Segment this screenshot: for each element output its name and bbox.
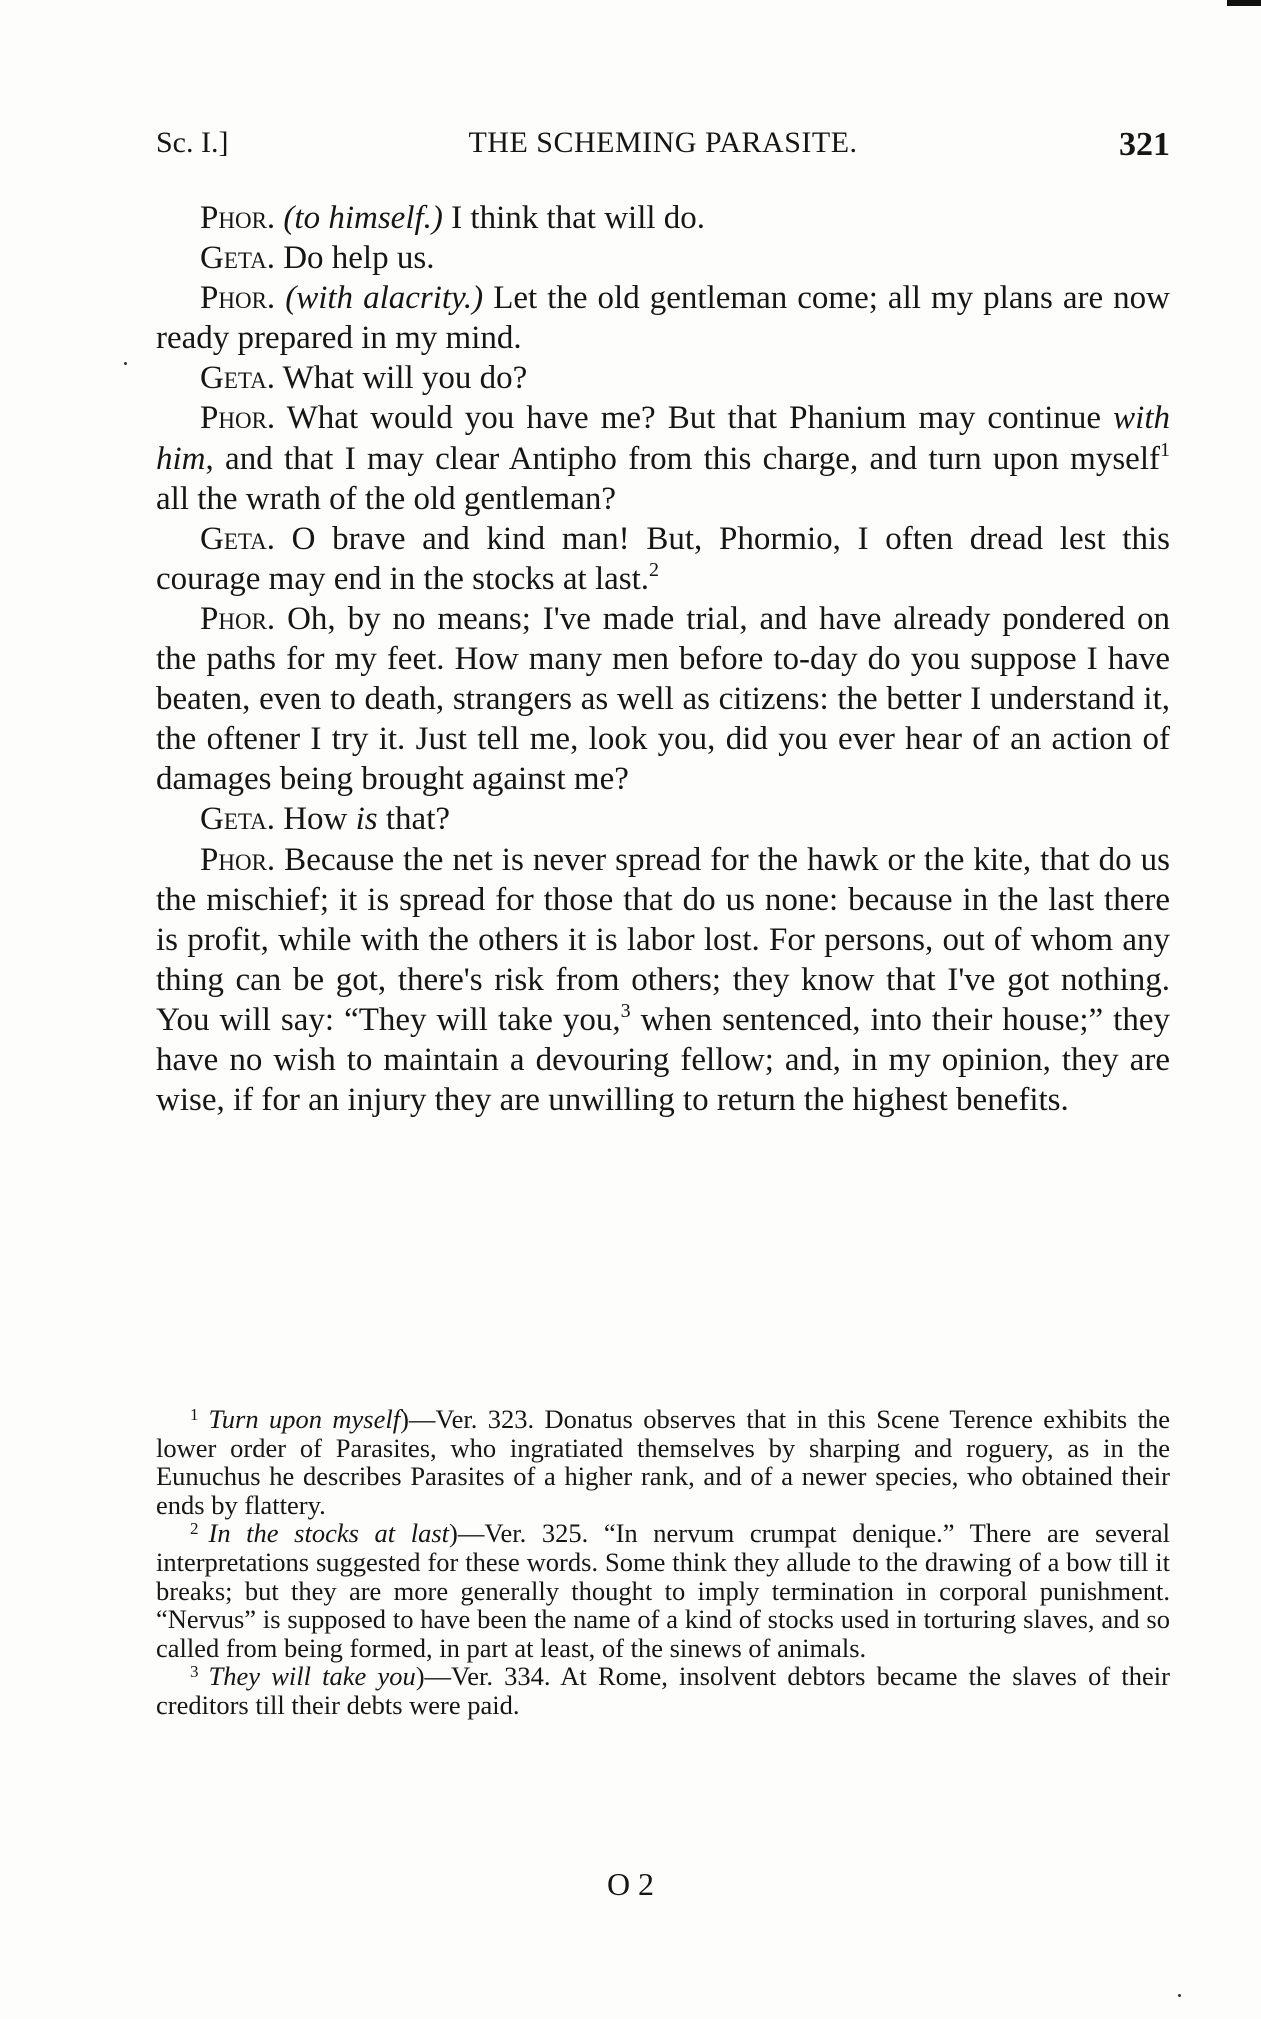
footnote-lemma: They will take you: [208, 1661, 416, 1692]
speech-text: How: [274, 801, 356, 838]
speech-text: What will you do?: [274, 360, 528, 397]
main-text: [156, 198, 1170, 1120]
footnote-text: )—Ver. 334. At Rome, insolvent debtors became the slaves of their creditors till their debts were paid.: [156, 1661, 1170, 1720]
footnote-ref[interactable]: 3: [620, 999, 631, 1022]
speech-paragraph: [156, 799, 1170, 839]
speech-paragraph: [156, 519, 1170, 599]
stage-direction: (with alacrity.): [285, 280, 484, 317]
running-header: [156, 126, 1170, 166]
footnotes: [156, 1405, 1170, 1720]
speaker-name: Geta.: [200, 520, 275, 557]
speaker-name: Phor.: [200, 400, 276, 437]
speaker-name: Phor.: [200, 280, 276, 317]
footnote-mark: 1: [190, 1405, 199, 1424]
footnote: [156, 1405, 1170, 1519]
print-speck: [124, 362, 127, 365]
stage-direction: (to himself.): [283, 200, 443, 236]
footnote-text: )—Ver. 325. “In nervum crumpat denique.” There are several interpretations suggested for these words. Some think they allude to the drawing of a bow till it breaks; but they are more generally thought to imply termination in corporal punishment. “Nervus” is supposed to have been the name of a kind of stocks used in torturing slaves, and so called from being formed, in part at least, of the sinews of animals.: [156, 1518, 1170, 1663]
speaker-name: Phor.: [200, 841, 276, 878]
footnote-mark: 3: [190, 1662, 199, 1682]
speaker-name: Geta.: [200, 240, 275, 277]
signature-mark: O 2: [606, 1866, 655, 1902]
speech-text: Because the net is never spread for the hawk or the kite, that do us the mischief; it is spread for those that do us none: because in the last there is profit, while with the others it is labor lost. For persons, out of whom any thing can be got, there's risk from others; they know that I've got nothing. You will say: “They will take you,: [156, 841, 1170, 1038]
speech-paragraph: [156, 599, 1170, 799]
speech-text: all the wrath of the old gentleman?: [156, 480, 617, 517]
emphasis-text: is: [355, 801, 378, 838]
speech-paragraph: [156, 198, 1170, 238]
footnote-text: )—Ver. 323. Donatus observes that in this Scene Terence exhibits the lower order of Parasites, who ingratiated themselves by sharping and roguery, as in the Eunuchus he describes Parasites of a higher rank, and of a newer species, who obtained their ends by flattery.: [156, 1404, 1170, 1520]
footnote-lemma: Turn upon myself: [208, 1404, 401, 1434]
speaker-name: Geta.: [200, 801, 275, 838]
print-speck: [1178, 1994, 1181, 1997]
speaker-name: Phor.: [200, 200, 276, 236]
running-title: THE SCHEMING PARASITE.: [468, 126, 858, 159]
speech-paragraph: [156, 358, 1170, 398]
speech-paragraph: [156, 398, 1170, 518]
speaker-name: Phor.: [200, 600, 276, 637]
section-label: Sc. I.]: [156, 126, 229, 159]
speech-text: Do help us.: [274, 240, 435, 277]
footnote-mark: 2: [190, 1519, 199, 1539]
speech-paragraph: [156, 840, 1170, 1121]
speech-paragraph: [156, 238, 1170, 278]
page-number: 321: [1119, 126, 1170, 163]
footnote-ref[interactable]: 2: [649, 558, 660, 581]
emphasis-text: with him: [156, 400, 1170, 477]
footnote: [156, 1662, 1170, 1719]
footnote-ref[interactable]: 1: [1160, 438, 1170, 461]
speech-text: Let the old gentleman come; all my plans are now ready prepared in my mind.: [156, 280, 1170, 357]
speech-paragraph: [156, 278, 1170, 358]
speech-text: that?: [377, 801, 451, 838]
footnote-lemma: In the stocks at last: [208, 1518, 449, 1549]
speech-text: Oh, by no means; I've made trial, and have already pondered on the paths for my feet. How many men before to-day do you suppose I have beaten, even to death, strangers as well as citizens: the better I understand it, the oftener I try it. Just tell me, look you, did you ever hear of an action of damages being brought against me?: [156, 600, 1170, 798]
speech-text: , and that I may clear Antipho from this charge, and turn upon myself: [205, 440, 1160, 477]
speech-text: I think that will do.: [442, 200, 706, 236]
speech-text: when sentenced, into their house;” they have no wish to maintain a devouring fellow; and, in my opinion, they are wise, if for an injury they are unwilling to return the highest benefits.: [156, 1001, 1170, 1119]
speaker-name: Geta.: [200, 360, 275, 397]
edge-mark: [1227, 0, 1261, 6]
speech-text: O brave and kind man! But, Phormio, I often dread lest this courage may end in the stocks at last.: [156, 520, 1170, 597]
speech-text: What would you have me? But that Phanium may continue: [275, 400, 1114, 437]
footnote: [156, 1519, 1170, 1662]
